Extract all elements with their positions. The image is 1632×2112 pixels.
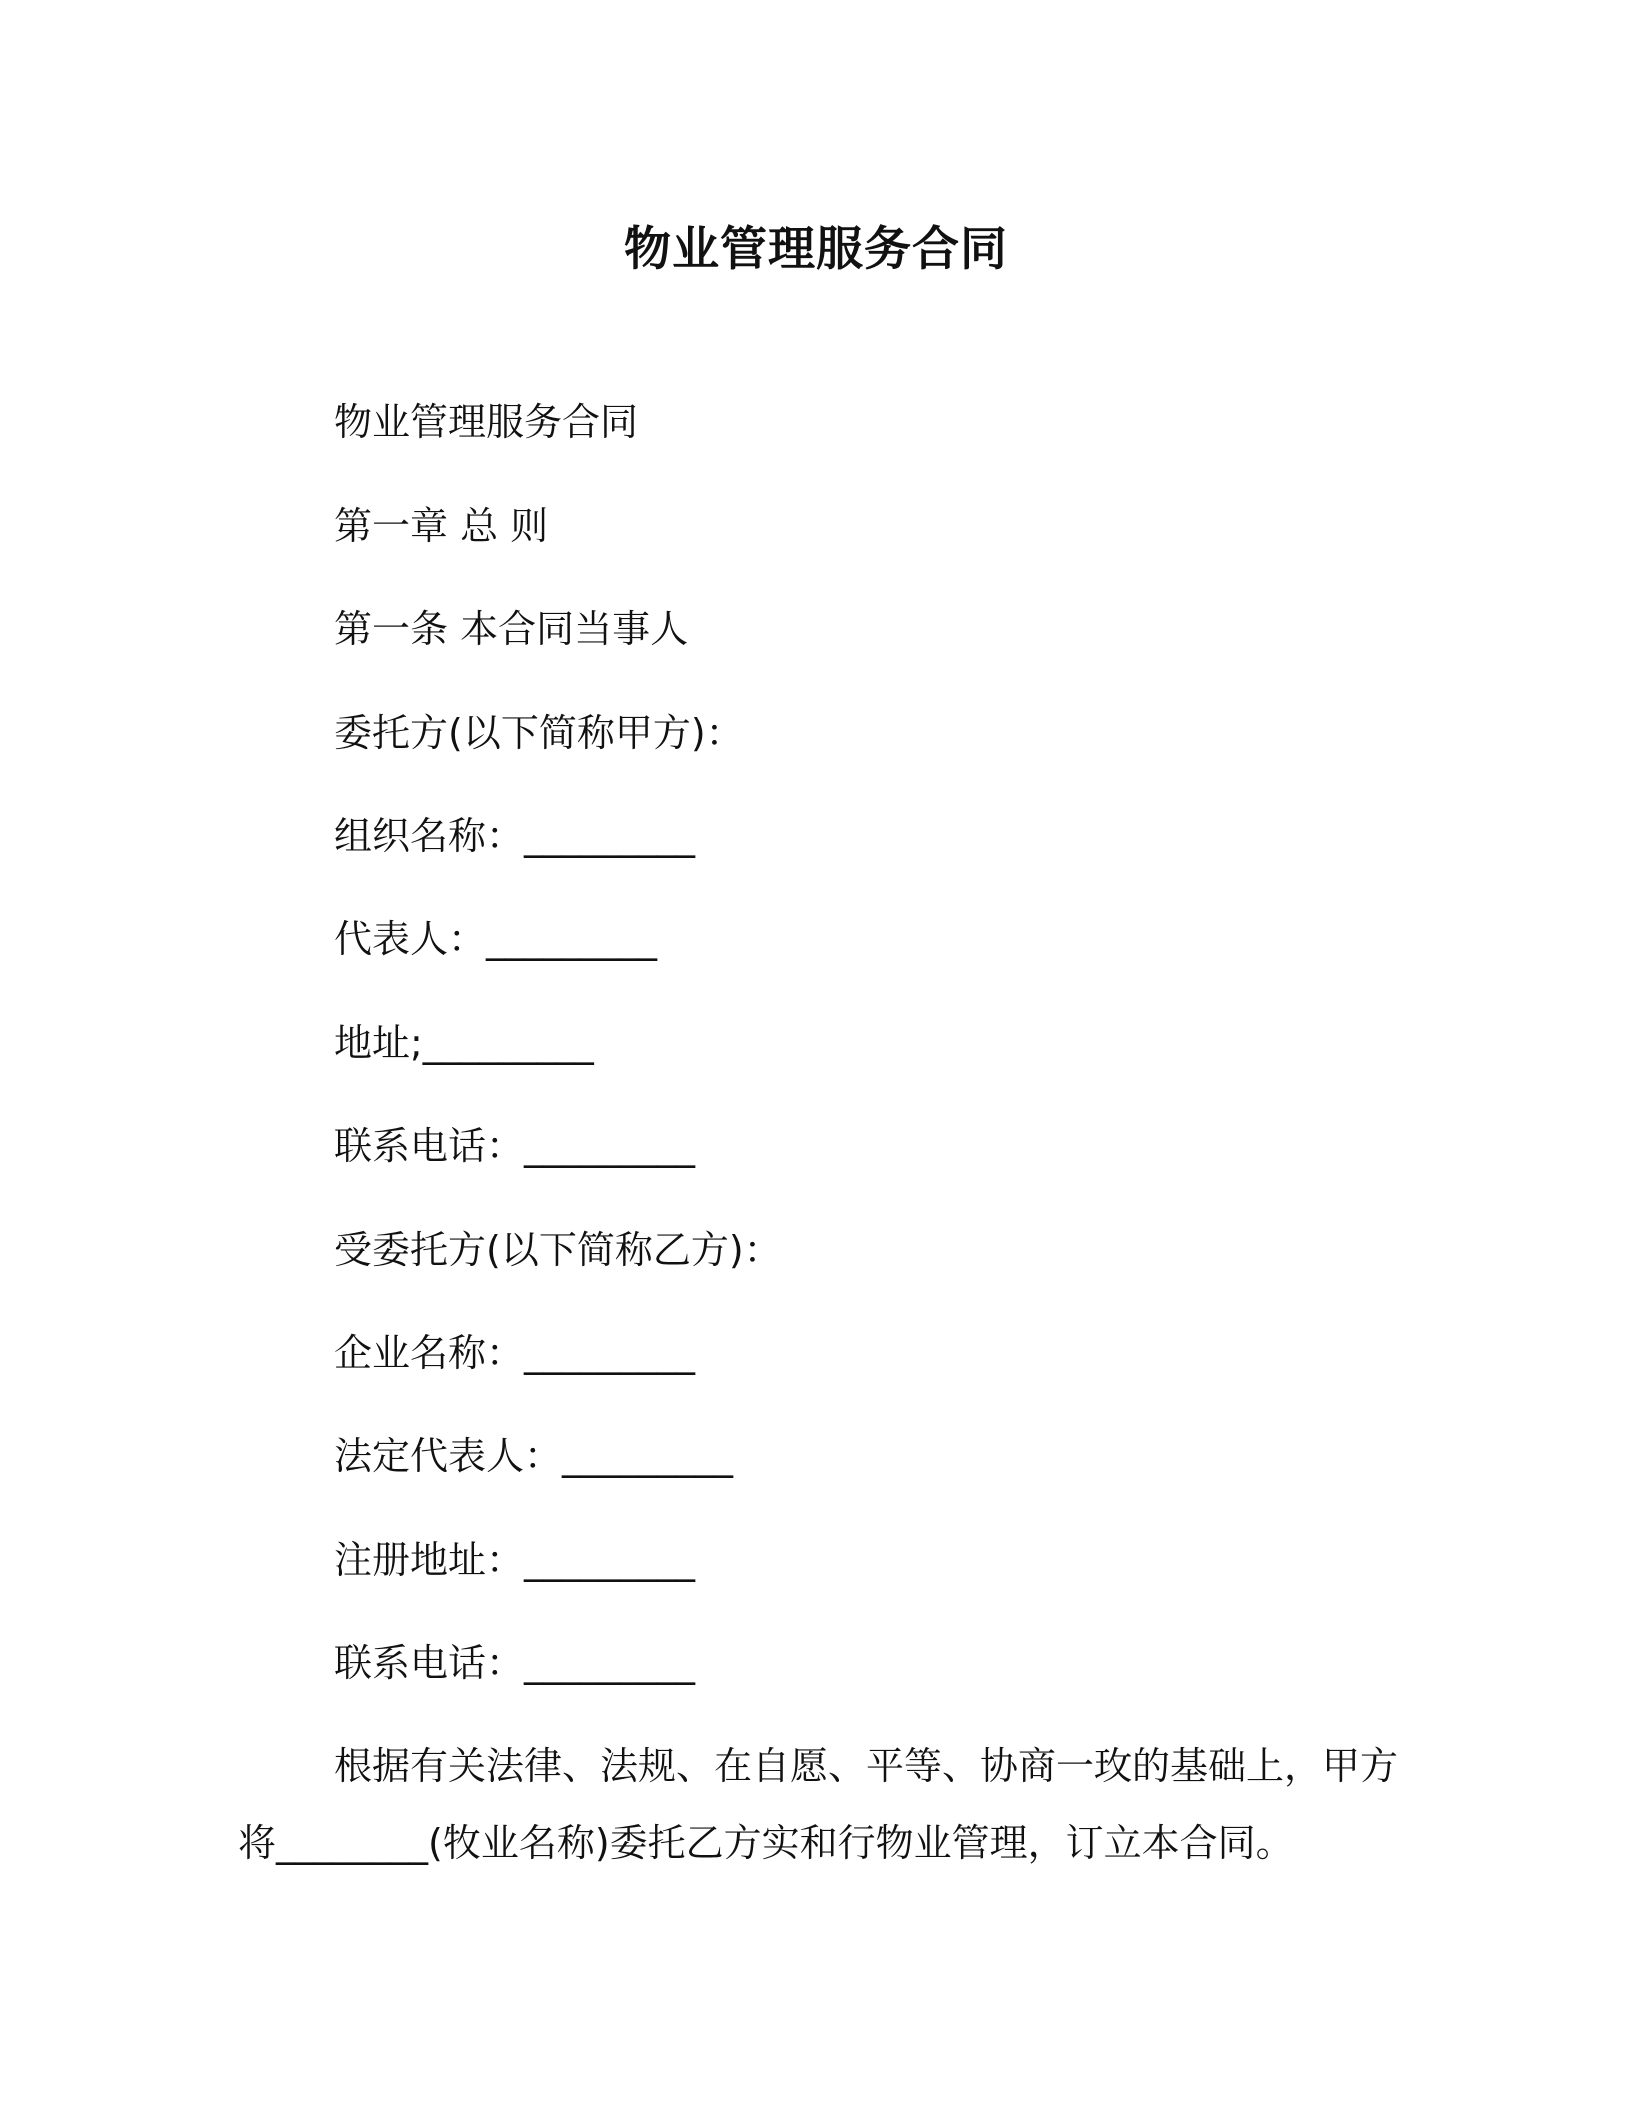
- party-b-company-name-field: 企业名称：_________: [334, 1331, 696, 1375]
- party-a-org-name-field: 组织名称：_________: [334, 814, 696, 858]
- contract-name-line: 物业管理服务合同: [334, 400, 639, 444]
- party-b-legal-representative-field: 法定代表人：_________: [334, 1434, 734, 1478]
- party-a-address-field: 地址;_________: [334, 1021, 594, 1065]
- preamble-paragraph-line-2: 将________(牧业名称)委托乙方实和行物业管理，订立本合同。: [238, 1821, 1294, 1865]
- preamble-paragraph-line-1: 根据有关法律、法规、在自愿、平等、协商一玫的基础上，甲方: [334, 1744, 1399, 1788]
- article-heading: 第一条 本合同当事人: [334, 607, 689, 651]
- party-b-registered-address-field: 注册地址：_________: [334, 1538, 696, 1582]
- party-a-phone-field: 联系电话：_________: [334, 1124, 696, 1168]
- party-b-phone-field: 联系电话：_________: [334, 1641, 696, 1685]
- chapter-heading: 第一章 总 则: [334, 504, 549, 548]
- document-title: 物业管理服务合同: [624, 222, 1008, 277]
- party-a-heading: 委托方(以下简称甲方)：: [334, 711, 744, 755]
- party-a-representative-field: 代表人：_________: [334, 917, 658, 961]
- party-b-heading: 受委托方(以下简称乙方)：: [334, 1228, 782, 1272]
